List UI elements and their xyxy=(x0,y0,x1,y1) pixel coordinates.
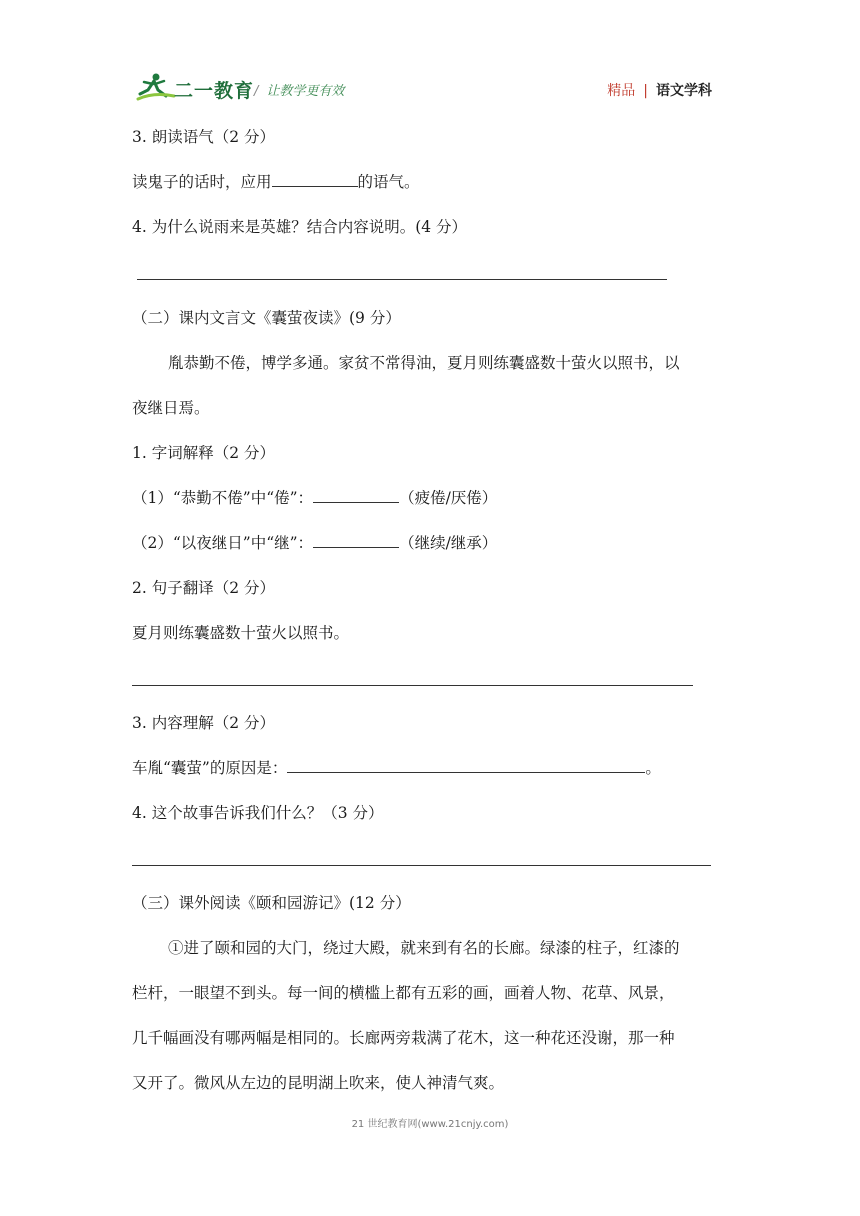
s2q1-item-a xyxy=(132,488,497,508)
s2q3-title: 3. 内容理解（2 分） xyxy=(132,714,276,732)
page-footer: 21 世纪教育网(www.21cnjy.com) xyxy=(351,1119,509,1130)
logo xyxy=(136,72,255,104)
section3-passage-line: 栏杆，一眼望不到头。每一间的横槛上都有五彩的画，画着人物、花草、风景， xyxy=(132,984,675,1002)
tag-quality: 精品 xyxy=(607,83,636,99)
s2q3-body xyxy=(132,758,661,778)
s2q1-b-pre: （2）“以夜继日”中“继”： xyxy=(132,534,314,552)
answer-blank[interactable] xyxy=(313,488,399,503)
section2-title: （二）课内文言文《囊萤夜读》(9 分） xyxy=(132,309,401,327)
section3-title: （三）课外阅读《颐和园游记》(12 分） xyxy=(132,894,411,912)
s2q1-a-post: （疲倦/厌倦） xyxy=(399,489,498,507)
q3-post: 的语气。 xyxy=(357,173,420,191)
answer-line[interactable] xyxy=(132,865,711,866)
runner-logo-icon xyxy=(136,72,176,104)
tag-subject: 语文学科 xyxy=(656,83,712,99)
q3-pre: 读鬼子的话时，应用 xyxy=(132,173,272,191)
s2q1-item-b xyxy=(132,533,497,553)
s2q1-a-pre: （1）“恭勤不倦”中“倦”： xyxy=(132,489,314,507)
answer-blank[interactable] xyxy=(272,172,358,187)
s2q2-text: 夏月则练囊盛数十萤火以照书。 xyxy=(132,624,350,642)
answer-blank[interactable] xyxy=(313,533,399,548)
s2q2-title: 2. 句子翻译（2 分） xyxy=(132,579,276,597)
slogan-text: 让教学更有效 xyxy=(266,84,345,99)
s2q3-post: 。 xyxy=(645,759,661,777)
page-header xyxy=(132,70,722,106)
logo-text: 二一教育 xyxy=(174,80,255,102)
section3-passage-line: 又开了。微风从左边的昆明湖上吹来，使人神清气爽。 xyxy=(132,1074,505,1092)
answer-line[interactable] xyxy=(137,279,667,280)
section2-passage-line: 夜继日焉。 xyxy=(132,399,210,417)
subject-tag: 精品 | 语文学科 xyxy=(607,83,712,99)
s2q3-pre: 车胤“囊萤”的原因是： xyxy=(132,759,288,777)
section3-passage-line: 几千幅画没有哪两幅是相同的。长廊两旁栽满了花木，这一种花还没谢，那一种 xyxy=(132,1029,675,1047)
s2q1-b-post: （继续/继承） xyxy=(399,534,498,552)
slogan: / 让教学更有效 xyxy=(254,84,345,99)
q4-title: 4. 为什么说雨来是英雄？结合内容说明。(4 分） xyxy=(132,218,468,236)
section3-passage-line: ①进了颐和园的大门，绕过大殿，就来到有名的长廊。绿漆的柱子，红漆的 xyxy=(168,939,680,957)
section2-passage-line: 胤恭勤不倦，博学多通。家贫不常得油，夏月则练囊盛数十萤火以照书，以 xyxy=(168,354,680,372)
q3-title: 3. 朗读语气（2 分） xyxy=(132,128,276,146)
q3-body xyxy=(132,172,420,192)
answer-blank[interactable] xyxy=(287,758,645,773)
s2q1-title: 1. 字词解释（2 分） xyxy=(132,444,276,462)
answer-line[interactable] xyxy=(132,685,693,686)
s2q4-title: 4. 这个故事告诉我们什么？（3 分） xyxy=(132,804,384,822)
